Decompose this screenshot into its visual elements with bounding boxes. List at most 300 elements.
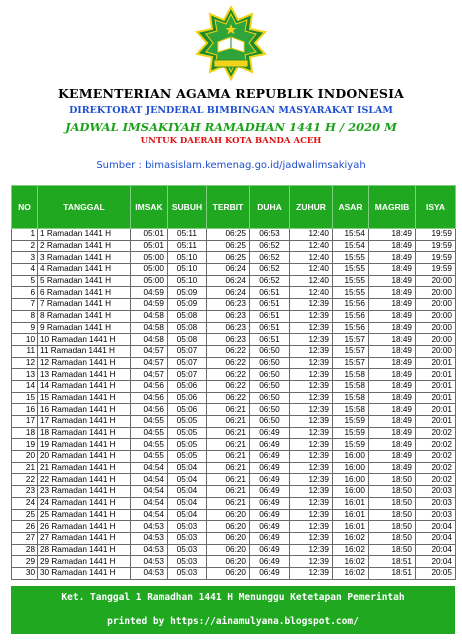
table-cell: 15:55	[333, 264, 369, 276]
table-cell: 12:39	[290, 404, 333, 416]
table-cell: 12:40	[290, 287, 333, 299]
table-cell: 20:03	[416, 486, 456, 498]
table-row	[12, 287, 456, 299]
table-cell: 15:56	[333, 310, 369, 322]
table-cell: 28 Ramadan 1441 H	[38, 544, 131, 556]
table-cell: 12:39	[290, 322, 333, 334]
table-cell: 20:04	[416, 532, 456, 544]
table-cell: 18:49	[369, 345, 416, 357]
table-cell: 06:49	[250, 486, 290, 498]
table-cell: 06:20	[207, 509, 250, 521]
table-cell: 20:01	[416, 380, 456, 392]
table-row	[12, 556, 456, 568]
table-cell: 25 Ramadan 1441 H	[38, 509, 131, 521]
table-cell: 12:39	[290, 497, 333, 509]
table-cell: 12:39	[290, 509, 333, 521]
table-cell: 04:53	[131, 544, 168, 556]
table-cell: 20:00	[416, 345, 456, 357]
footer-note: Ket. Tanggal 1 Ramadhan 1441 H Menunggu Ketetapan Pemerintah	[61, 592, 405, 603]
table-cell: 20	[12, 451, 38, 463]
table-row	[12, 509, 456, 521]
table-cell: 06:25	[207, 240, 250, 252]
table-cell: 30	[12, 567, 38, 579]
table-cell: 18:49	[369, 404, 416, 416]
table-cell: 20:00	[416, 287, 456, 299]
table-cell: 06:22	[207, 380, 250, 392]
table-cell: 21 Ramadan 1441 H	[38, 462, 131, 474]
table-cell: 4 Ramadan 1441 H	[38, 264, 131, 276]
table-cell: 18:49	[369, 252, 416, 264]
table-cell: 04:54	[131, 462, 168, 474]
table-cell: 12:39	[290, 416, 333, 428]
column-header: MAGRIB	[369, 186, 416, 229]
column-header: NO	[12, 186, 38, 229]
table-cell: 18:49	[369, 357, 416, 369]
table-cell: 19:59	[416, 229, 456, 241]
table-row	[12, 334, 456, 346]
table-cell: 18:50	[369, 521, 416, 533]
table-cell: 20:02	[416, 474, 456, 486]
table-cell: 05:10	[168, 264, 207, 276]
table-cell: 15 Ramadan 1441 H	[38, 392, 131, 404]
table-cell: 20:02	[416, 462, 456, 474]
table-cell: 06:24	[207, 275, 250, 287]
table-cell: 1	[12, 229, 38, 241]
table-cell: 06:23	[207, 299, 250, 311]
table-cell: 04:59	[131, 287, 168, 299]
table-cell: 18:49	[369, 334, 416, 346]
table-cell: 17 Ramadan 1441 H	[38, 416, 131, 428]
table-cell: 19	[12, 439, 38, 451]
table-cell: 05:06	[168, 380, 207, 392]
table-cell: 15:59	[333, 439, 369, 451]
table-cell: 18:49	[369, 416, 416, 428]
table-cell: 04:56	[131, 380, 168, 392]
table-cell: 06:22	[207, 369, 250, 381]
table-cell: 12:39	[290, 392, 333, 404]
table-cell: 06:25	[207, 229, 250, 241]
table-cell: 16:01	[333, 509, 369, 521]
table-cell: 06:21	[207, 486, 250, 498]
table-cell: 04:57	[131, 357, 168, 369]
table-cell: 18:49	[369, 287, 416, 299]
table-cell: 15:58	[333, 404, 369, 416]
table-cell: 16	[12, 404, 38, 416]
table-cell: 13 Ramadan 1441 H	[38, 369, 131, 381]
table-cell: 06:50	[250, 404, 290, 416]
table-cell: 12:40	[290, 252, 333, 264]
table-cell: 06:21	[207, 427, 250, 439]
table-cell: 18:49	[369, 369, 416, 381]
table-cell: 7	[12, 299, 38, 311]
table-cell: 05:08	[168, 310, 207, 322]
table-cell: 12:39	[290, 345, 333, 357]
table-cell: 12:39	[290, 357, 333, 369]
table-cell: 16:00	[333, 474, 369, 486]
table-cell: 19:59	[416, 240, 456, 252]
table-cell: 6 Ramadan 1441 H	[38, 287, 131, 299]
table-cell: 05:06	[168, 404, 207, 416]
table-cell: 12:39	[290, 474, 333, 486]
schedule-title: JADWAL IMSAKIYAH RAMADHAN 1441 H / 2020 M	[65, 120, 397, 134]
table-cell: 04:55	[131, 416, 168, 428]
table-cell: 15:58	[333, 392, 369, 404]
table-cell: 11 Ramadan 1441 H	[38, 345, 131, 357]
table-cell: 15:58	[333, 380, 369, 392]
table-cell: 16:02	[333, 567, 369, 579]
table-cell: 06:49	[250, 462, 290, 474]
table-cell: 12:39	[290, 556, 333, 568]
table-cell: 22	[12, 474, 38, 486]
table-cell: 20:02	[416, 439, 456, 451]
table-cell: 06:23	[207, 322, 250, 334]
table-cell: 06:51	[250, 322, 290, 334]
table-cell: 06:50	[250, 357, 290, 369]
table-cell: 3 Ramadan 1441 H	[38, 252, 131, 264]
table-cell: 04:53	[131, 532, 168, 544]
table-cell: 04:59	[131, 299, 168, 311]
table-row	[12, 486, 456, 498]
table-cell: 06:49	[250, 509, 290, 521]
table-cell: 12:39	[290, 462, 333, 474]
table-cell: 24	[12, 497, 38, 509]
table-cell: 16:02	[333, 556, 369, 568]
table-row	[12, 380, 456, 392]
table-cell: 15:56	[333, 322, 369, 334]
table-cell: 15:54	[333, 240, 369, 252]
table-cell: 7 Ramadan 1441 H	[38, 299, 131, 311]
table-cell: 30 Ramadan 1441 H	[38, 567, 131, 579]
table-cell: 05:03	[168, 521, 207, 533]
table-cell: 05:07	[168, 369, 207, 381]
table-cell: 12:40	[290, 229, 333, 241]
footer-banner	[11, 586, 455, 634]
table-cell: 06:52	[250, 240, 290, 252]
table-cell: 05:01	[131, 240, 168, 252]
table-cell: 23	[12, 486, 38, 498]
table-cell: 1 Ramadan 1441 H	[38, 229, 131, 241]
table-cell: 12:39	[290, 427, 333, 439]
table-row	[12, 404, 456, 416]
table-cell: 04:54	[131, 509, 168, 521]
table-cell: 04:58	[131, 310, 168, 322]
table-cell: 04:53	[131, 556, 168, 568]
table-cell: 18 Ramadan 1441 H	[38, 427, 131, 439]
table-cell: 15:57	[333, 334, 369, 346]
table-cell: 06:20	[207, 567, 250, 579]
kemenag-logo	[0, 6, 462, 84]
table-cell: 18	[12, 427, 38, 439]
table-cell: 2	[12, 240, 38, 252]
table-cell: 20:04	[416, 556, 456, 568]
table-cell: 06:24	[207, 264, 250, 276]
table-cell: 06:21	[207, 416, 250, 428]
table-cell: 20:03	[416, 497, 456, 509]
table-cell: 06:20	[207, 544, 250, 556]
table-cell: 19:59	[416, 264, 456, 276]
table-row	[12, 439, 456, 451]
column-header: IMSAK	[131, 186, 168, 229]
table-cell: 06:50	[250, 369, 290, 381]
table-cell: 20:00	[416, 334, 456, 346]
table-row	[12, 240, 456, 252]
table-cell: 18:49	[369, 462, 416, 474]
table-body	[12, 229, 456, 580]
table-cell: 04:56	[131, 392, 168, 404]
table-cell: 26 Ramadan 1441 H	[38, 521, 131, 533]
table-cell: 06:50	[250, 392, 290, 404]
table-cell: 22 Ramadan 1441 H	[38, 474, 131, 486]
table-cell: 18:49	[369, 380, 416, 392]
table-cell: 05:10	[168, 275, 207, 287]
table-cell: 16:02	[333, 532, 369, 544]
table-cell: 12:39	[290, 369, 333, 381]
table-cell: 20:02	[416, 451, 456, 463]
kemenag-emblem-icon	[194, 6, 268, 82]
table-row	[12, 252, 456, 264]
table-cell: 16:00	[333, 486, 369, 498]
table-cell: 05:06	[168, 392, 207, 404]
table-cell: 05:07	[168, 357, 207, 369]
table-cell: 06:50	[250, 380, 290, 392]
table-cell: 12	[12, 357, 38, 369]
table-cell: 06:21	[207, 474, 250, 486]
table-cell: 06:51	[250, 299, 290, 311]
table-cell: 18:50	[369, 509, 416, 521]
table-row	[12, 497, 456, 509]
table-cell: 28	[12, 544, 38, 556]
table-cell: 05:04	[168, 497, 207, 509]
column-header: DUHA	[250, 186, 290, 229]
table-cell: 12:39	[290, 334, 333, 346]
table-cell: 05:04	[168, 462, 207, 474]
table-row	[12, 544, 456, 556]
table-cell: 05:05	[168, 451, 207, 463]
table-cell: 06:25	[207, 252, 250, 264]
table-cell: 10 Ramadan 1441 H	[38, 334, 131, 346]
table-cell: 06:21	[207, 439, 250, 451]
source-line: Sumber : bimasislam.kemenag.go.id/jadwalimsakiyah	[96, 160, 366, 171]
table-cell: 05:11	[168, 229, 207, 241]
table-cell: 06:23	[207, 310, 250, 322]
table-cell: 06:20	[207, 532, 250, 544]
table-cell: 12:39	[290, 544, 333, 556]
table-cell: 04:54	[131, 474, 168, 486]
table-cell: 04:55	[131, 427, 168, 439]
table-cell: 04:54	[131, 486, 168, 498]
table-cell: 05:05	[168, 439, 207, 451]
table-cell: 05:03	[168, 567, 207, 579]
table-cell: 18:49	[369, 240, 416, 252]
imsakiyah-table	[11, 185, 456, 580]
table-cell: 20:01	[416, 416, 456, 428]
column-header: ZUHUR	[290, 186, 333, 229]
table-cell: 29	[12, 556, 38, 568]
table-cell: 20:01	[416, 392, 456, 404]
table-cell: 14 Ramadan 1441 H	[38, 380, 131, 392]
table-cell: 29 Ramadan 1441 H	[38, 556, 131, 568]
table-cell: 20:00	[416, 299, 456, 311]
table-cell: 12 Ramadan 1441 H	[38, 357, 131, 369]
table-cell: 20:00	[416, 322, 456, 334]
table-cell: 06:49	[250, 439, 290, 451]
table-cell: 06:50	[250, 416, 290, 428]
table-cell: 12:39	[290, 310, 333, 322]
table-cell: 18:49	[369, 299, 416, 311]
table-cell: 06:23	[207, 334, 250, 346]
table-cell: 06:49	[250, 451, 290, 463]
table-row	[12, 451, 456, 463]
table-cell: 06:21	[207, 451, 250, 463]
table-cell: 05:00	[131, 275, 168, 287]
table-cell: 20:05	[416, 567, 456, 579]
table-cell: 9	[12, 322, 38, 334]
table-cell: 15:55	[333, 252, 369, 264]
table-cell: 05:09	[168, 299, 207, 311]
table-cell: 18:49	[369, 392, 416, 404]
table-cell: 13	[12, 369, 38, 381]
table-cell: 20:04	[416, 544, 456, 556]
table-cell: 15	[12, 392, 38, 404]
table-cell: 20:02	[416, 427, 456, 439]
table-cell: 06:22	[207, 392, 250, 404]
table-cell: 06:52	[250, 252, 290, 264]
table-cell: 06:50	[250, 345, 290, 357]
table-cell: 19 Ramadan 1441 H	[38, 439, 131, 451]
table-cell: 04:55	[131, 439, 168, 451]
table-cell: 20:03	[416, 509, 456, 521]
table-cell: 20:04	[416, 521, 456, 533]
table-cell: 18:49	[369, 229, 416, 241]
column-header: SUBUH	[168, 186, 207, 229]
table-cell: 9 Ramadan 1441 H	[38, 322, 131, 334]
table-cell: 05:07	[168, 345, 207, 357]
table-cell: 06:51	[250, 287, 290, 299]
table-cell: 04:57	[131, 345, 168, 357]
table-cell: 04:58	[131, 322, 168, 334]
table-cell: 21	[12, 462, 38, 474]
table-row	[12, 521, 456, 533]
table-cell: 06:53	[250, 229, 290, 241]
table-cell: 5 Ramadan 1441 H	[38, 275, 131, 287]
table-cell: 05:04	[168, 509, 207, 521]
table-cell: 05:08	[168, 334, 207, 346]
table-cell: 16:02	[333, 544, 369, 556]
table-cell: 12:39	[290, 451, 333, 463]
table-cell: 04:53	[131, 567, 168, 579]
table-row	[12, 345, 456, 357]
table-cell: 18:50	[369, 497, 416, 509]
ministry-title: KEMENTERIAN AGAMA REPUBLIK INDONESIA	[57, 86, 405, 101]
table-cell: 06:24	[207, 287, 250, 299]
table-cell: 12:39	[290, 567, 333, 579]
table-cell: 05:08	[168, 322, 207, 334]
footer-credit: printed by https://ainamulyana.blogspot.com/	[107, 616, 359, 627]
table-cell: 15:59	[333, 416, 369, 428]
table-cell: 18:49	[369, 322, 416, 334]
table-row	[12, 567, 456, 579]
table-cell: 12:39	[290, 380, 333, 392]
table-cell: 16:01	[333, 521, 369, 533]
table-cell: 6	[12, 287, 38, 299]
column-header: ASAR	[333, 186, 369, 229]
table-cell: 16:01	[333, 497, 369, 509]
table-cell: 05:00	[131, 252, 168, 264]
table-cell: 04:57	[131, 369, 168, 381]
column-header: TANGGAL	[38, 186, 131, 229]
table-cell: 05:00	[131, 264, 168, 276]
table-row	[12, 532, 456, 544]
table-cell: 12:39	[290, 439, 333, 451]
table-cell: 15:55	[333, 275, 369, 287]
table-cell: 04:54	[131, 497, 168, 509]
table-cell: 20 Ramadan 1441 H	[38, 451, 131, 463]
table-cell: 8 Ramadan 1441 H	[38, 310, 131, 322]
table-row	[12, 462, 456, 474]
table-cell: 19:59	[416, 252, 456, 264]
table-cell: 3	[12, 252, 38, 264]
table-cell: 15:56	[333, 299, 369, 311]
table-row	[12, 322, 456, 334]
table-cell: 25	[12, 509, 38, 521]
table-cell: 15:54	[333, 229, 369, 241]
table-cell: 18:50	[369, 486, 416, 498]
table-cell: 23 Ramadan 1441 H	[38, 486, 131, 498]
table-cell: 12:40	[290, 275, 333, 287]
table-cell: 06:21	[207, 462, 250, 474]
table-cell: 06:49	[250, 567, 290, 579]
column-header: ISYA	[416, 186, 456, 229]
table-cell: 04:56	[131, 404, 168, 416]
table-cell: 06:52	[250, 275, 290, 287]
table-cell: 27	[12, 532, 38, 544]
table-row	[12, 427, 456, 439]
table-cell: 06:22	[207, 345, 250, 357]
table-cell: 18:49	[369, 275, 416, 287]
table-cell: 20:01	[416, 404, 456, 416]
table-cell: 18:50	[369, 532, 416, 544]
table-row	[12, 392, 456, 404]
table-cell: 05:03	[168, 532, 207, 544]
table-cell: 14	[12, 380, 38, 392]
table-cell: 16 Ramadan 1441 H	[38, 404, 131, 416]
table-cell: 05:11	[168, 240, 207, 252]
table-cell: 26	[12, 521, 38, 533]
column-header: TERBIT	[207, 186, 250, 229]
table-cell: 06:22	[207, 357, 250, 369]
table-cell: 18:49	[369, 427, 416, 439]
table-cell: 06:20	[207, 556, 250, 568]
table-cell: 06:49	[250, 497, 290, 509]
table-cell: 12:39	[290, 532, 333, 544]
table-cell: 18:51	[369, 556, 416, 568]
table-cell: 05:09	[168, 287, 207, 299]
table-cell: 04:53	[131, 521, 168, 533]
table-cell: 05:03	[168, 556, 207, 568]
table-cell: 20:01	[416, 357, 456, 369]
table-row	[12, 264, 456, 276]
table-cell: 18:49	[369, 439, 416, 451]
table-cell: 20:00	[416, 310, 456, 322]
table-row	[12, 275, 456, 287]
table-cell: 18:49	[369, 451, 416, 463]
table-cell: 4	[12, 264, 38, 276]
table-cell: 8	[12, 310, 38, 322]
table-cell: 24 Ramadan 1441 H	[38, 497, 131, 509]
table-row	[12, 310, 456, 322]
table-cell: 12:39	[290, 521, 333, 533]
table-cell: 20:00	[416, 275, 456, 287]
